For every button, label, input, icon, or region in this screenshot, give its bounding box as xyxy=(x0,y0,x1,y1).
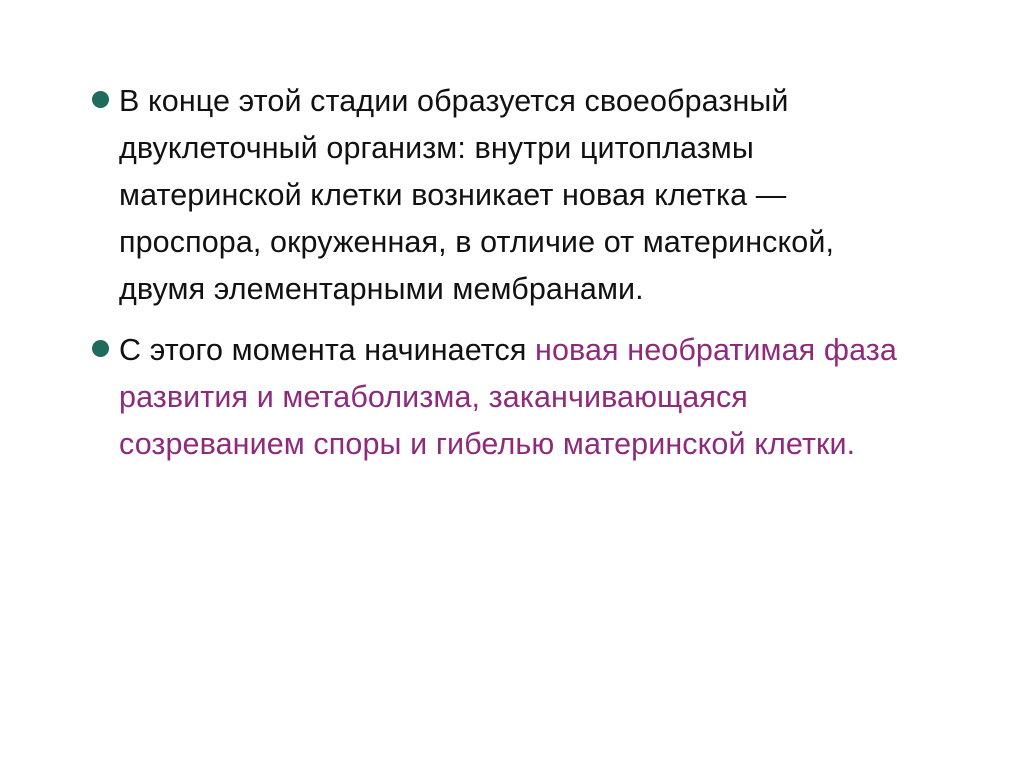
slide-content xyxy=(92,78,952,482)
filled-circle-bullet-icon xyxy=(92,91,109,108)
bullet-2-segment-1: С этого момента начинается xyxy=(119,333,536,367)
list-item xyxy=(92,327,952,468)
bullet-2-segment-2: новая необратимая фаза развития и метаболизма, заканчивающаяся созреванием споры и гибелью материнской клетки. xyxy=(119,333,897,461)
bullet-paragraph-1 xyxy=(119,78,919,313)
filled-circle-bullet-icon xyxy=(92,340,109,357)
bullet-paragraph-2 xyxy=(119,327,919,468)
list-item xyxy=(92,78,952,313)
bullet-1-segment-1: В конце этой стадии образуется своеобразный двуклеточный организм: внутри цитоплазмы материнской клетки возникает новая клетка — проспора, окруженная, в отличие от материнской, двумя элементарными мембранами. xyxy=(119,84,835,306)
